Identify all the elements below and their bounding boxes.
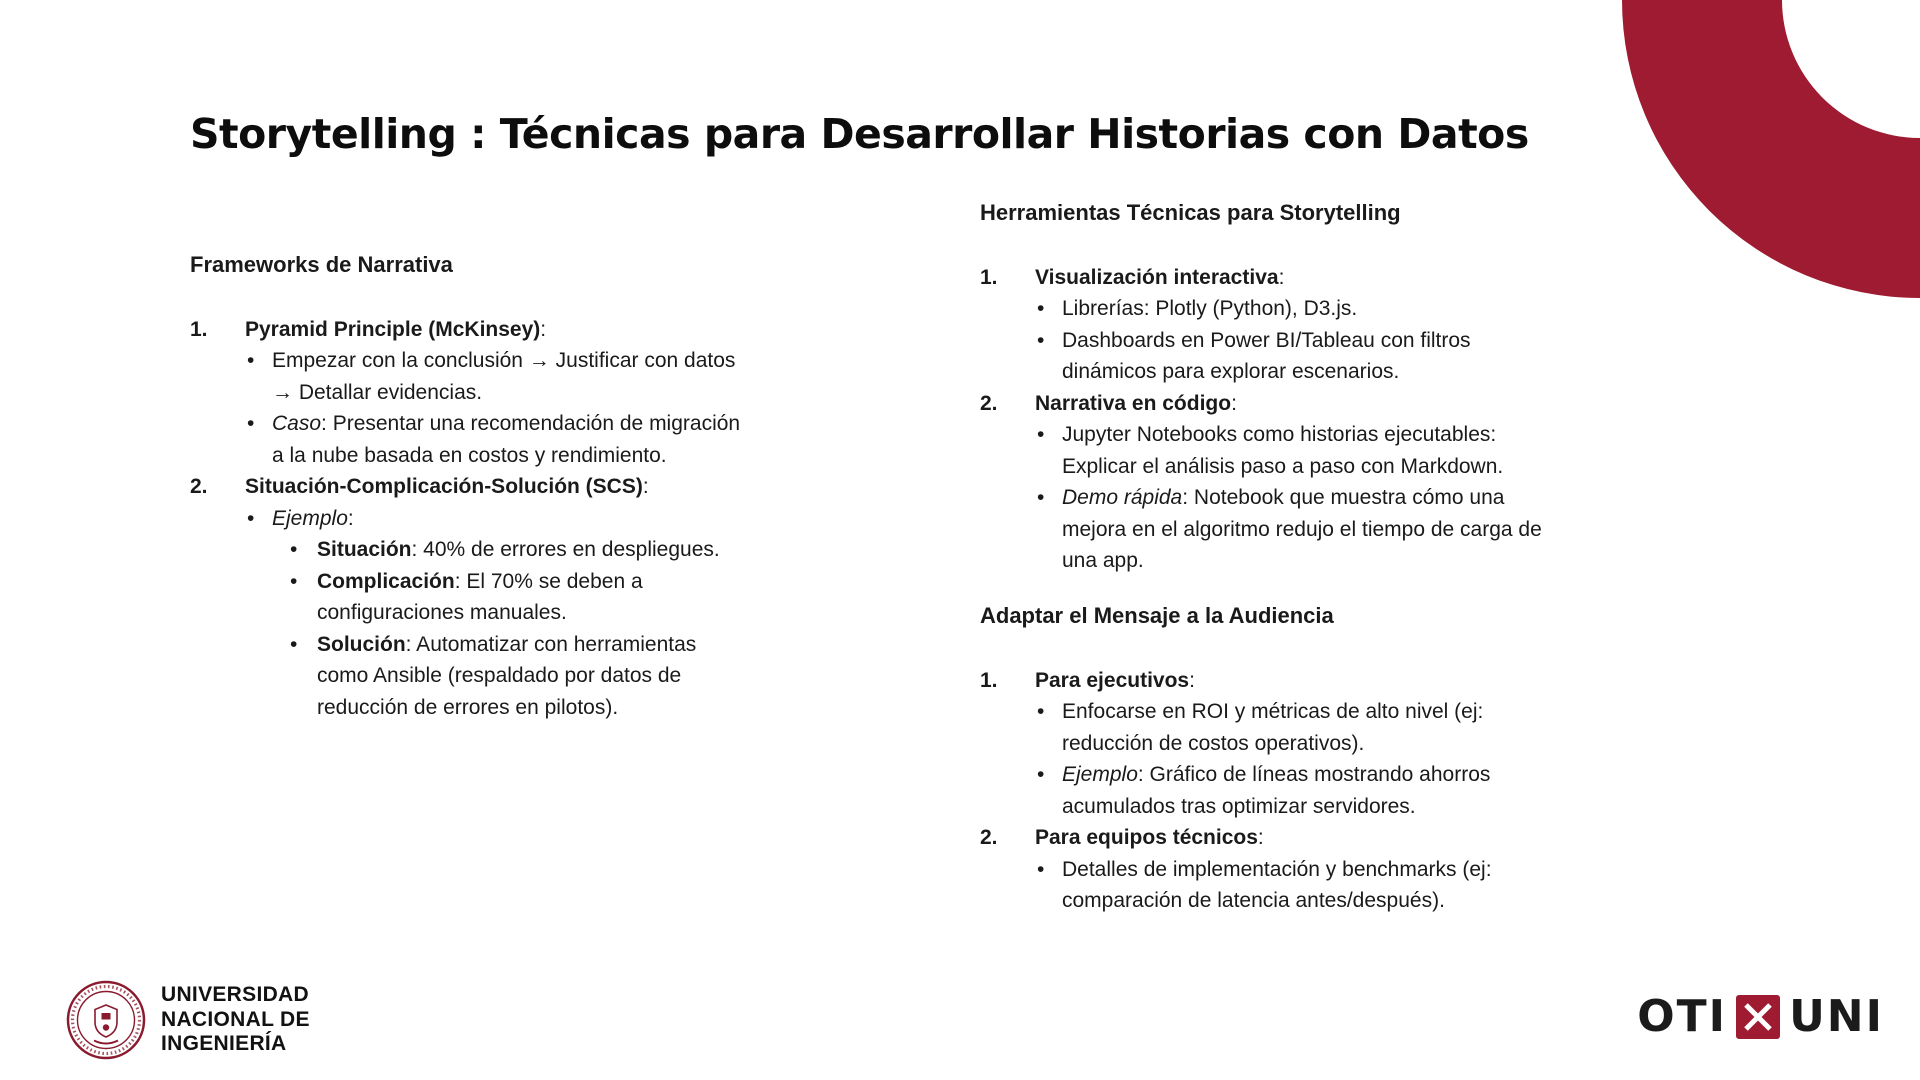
item-text xyxy=(1062,696,1552,759)
item-marker: 2. xyxy=(980,826,998,850)
frameworks-list xyxy=(190,314,742,724)
text-run: Enfocarse en ROI y métricas de alto nivel (ej: reducción de costos operativos). xyxy=(1062,700,1484,755)
text-run: Para ejecutivos xyxy=(1035,668,1190,692)
text-run: : xyxy=(1189,668,1195,692)
text-run: Narrativa en código xyxy=(1035,391,1232,415)
item-marker: 2. xyxy=(190,475,208,499)
list-item xyxy=(980,419,1552,482)
item-text xyxy=(1035,388,1552,420)
text-run: : xyxy=(642,475,649,499)
item-marker: • xyxy=(247,349,255,373)
list-item xyxy=(980,759,1552,822)
university-footer xyxy=(66,980,310,1060)
list-item xyxy=(980,696,1552,759)
item-text xyxy=(1062,325,1552,388)
oti-uni-logo xyxy=(1637,991,1884,1042)
text-run: Para equipos técnicos xyxy=(1035,826,1258,850)
item-marker: 1. xyxy=(190,317,208,341)
item-text xyxy=(1062,419,1552,482)
text-run: Empezar con la conclusión → Justificar con datos → Detallar evidencias. xyxy=(272,349,736,404)
right-column xyxy=(980,198,1552,917)
item-marker: 2. xyxy=(980,391,998,415)
text-run: : Presentar una recomendación de migración a la nube basada en costos y rendimiento. xyxy=(272,412,741,467)
list-item xyxy=(980,325,1552,388)
item-marker: 1. xyxy=(980,668,998,692)
list-item xyxy=(190,503,742,535)
list-item xyxy=(190,314,742,346)
text-run: : Gráfico de líneas mostrando ahorros acumulados tras optimizar servidores. xyxy=(1062,763,1491,818)
uni-seal-icon xyxy=(66,980,146,1060)
university-name-line: UNIVERSIDAD xyxy=(161,982,309,1006)
list-item xyxy=(190,408,742,471)
item-text xyxy=(245,471,742,503)
item-text xyxy=(245,314,742,346)
item-marker: • xyxy=(1037,297,1045,321)
item-text xyxy=(1062,293,1552,325)
list-item xyxy=(980,822,1552,854)
text-run: : xyxy=(1278,265,1285,289)
item-marker: • xyxy=(290,538,298,562)
corner-arc-decoration-icon xyxy=(1620,0,1920,300)
text-run: Ejemplo xyxy=(1062,763,1138,787)
list-item xyxy=(190,629,742,724)
item-marker: • xyxy=(247,506,255,530)
item-text xyxy=(1035,665,1552,697)
oti-square-mark-icon xyxy=(1736,995,1780,1039)
item-marker: • xyxy=(1037,423,1045,447)
text-run: Dashboards en Power BI/Tableau con filtros dinámicos para explorar escenarios. xyxy=(1062,328,1471,384)
section-heading-herramientas: Herramientas Técnicas para Storytelling xyxy=(980,200,1401,225)
herramientas-list xyxy=(980,262,1552,577)
list-item xyxy=(980,854,1552,917)
item-marker: • xyxy=(1037,763,1045,787)
item-marker: • xyxy=(1037,486,1045,510)
text-run: Jupyter Notebooks como historias ejecutables: Explicar el análisis paso a paso con Markdown. xyxy=(1062,423,1504,478)
text-run: : Notebook que muestra cómo una mejora en el algoritmo redujo el tiempo de carga de una app. xyxy=(1062,486,1542,573)
item-text xyxy=(317,629,742,724)
item-marker: • xyxy=(247,412,255,436)
list-item xyxy=(190,566,742,629)
university-name-line: INGENIERÍA xyxy=(161,1032,287,1056)
left-column xyxy=(190,250,742,723)
text-run: : Automatizar con herramientas como Ansible (respaldado por datos de reducción de errores en pilotos). xyxy=(317,632,697,719)
item-text xyxy=(1035,822,1552,854)
text-run: Ejemplo xyxy=(272,506,348,530)
text-run: Situación-Complicación-Solución (SCS) xyxy=(245,475,643,499)
item-text xyxy=(317,534,742,566)
text-run: Detalles de implementación y benchmarks (ej: comparación de latencia antes/después). xyxy=(1062,857,1492,913)
item-marker: • xyxy=(1037,700,1045,724)
text-run: Solución xyxy=(317,632,406,656)
list-item xyxy=(980,665,1552,697)
list-item xyxy=(980,388,1552,420)
item-text xyxy=(272,345,742,408)
university-name-line: NACIONAL DE xyxy=(161,1007,310,1031)
university-name xyxy=(161,983,310,1057)
section-heading-audiencia: Adaptar el Mensaje a la Audiencia xyxy=(980,602,1334,628)
item-text xyxy=(272,408,742,471)
list-item xyxy=(980,262,1552,294)
item-text xyxy=(1062,482,1552,577)
text-run: Pyramid Principle (McKinsey) xyxy=(245,317,541,341)
item-marker: • xyxy=(1037,857,1045,881)
text-run: : 40% de errores en despliegues. xyxy=(411,538,720,562)
text-run: Librerías: Plotly (Python), D3.js. xyxy=(1062,297,1358,321)
section-audiencia xyxy=(980,601,1552,917)
list-item xyxy=(190,471,742,503)
text-run: Complicación xyxy=(317,569,455,593)
item-text xyxy=(317,566,742,629)
list-item xyxy=(190,534,742,566)
audiencia-list xyxy=(980,665,1552,917)
page-title: Storytelling : Técnicas para Desarrollar Historias con Datos xyxy=(190,110,1529,158)
text-run: : El 70% se deben a configuraciones manuales. xyxy=(317,569,643,625)
item-marker: • xyxy=(290,632,298,656)
text-run: Visualización interactiva xyxy=(1035,265,1279,289)
text-run: Caso xyxy=(272,412,322,436)
list-item xyxy=(190,345,742,408)
item-text xyxy=(1035,262,1552,294)
item-text xyxy=(1062,854,1552,917)
item-text xyxy=(272,503,742,535)
text-run: : xyxy=(1231,391,1237,415)
list-item xyxy=(980,482,1552,577)
text-run: Demo rápida xyxy=(1062,486,1183,510)
oti-wordmark: OTI xyxy=(1637,991,1728,1042)
text-run: : xyxy=(1257,826,1264,850)
item-text xyxy=(1062,759,1552,822)
text-run: Situación xyxy=(317,538,412,562)
item-marker: 1. xyxy=(980,265,998,289)
section-herramientas xyxy=(980,198,1552,577)
item-marker: • xyxy=(290,569,298,593)
uni-wordmark: UNI xyxy=(1789,991,1884,1042)
item-marker: • xyxy=(1037,328,1045,352)
text-run: : xyxy=(540,317,547,341)
text-run: : xyxy=(347,506,354,530)
list-item xyxy=(980,293,1552,325)
left-column-heading: Frameworks de Narrativa xyxy=(190,252,453,277)
